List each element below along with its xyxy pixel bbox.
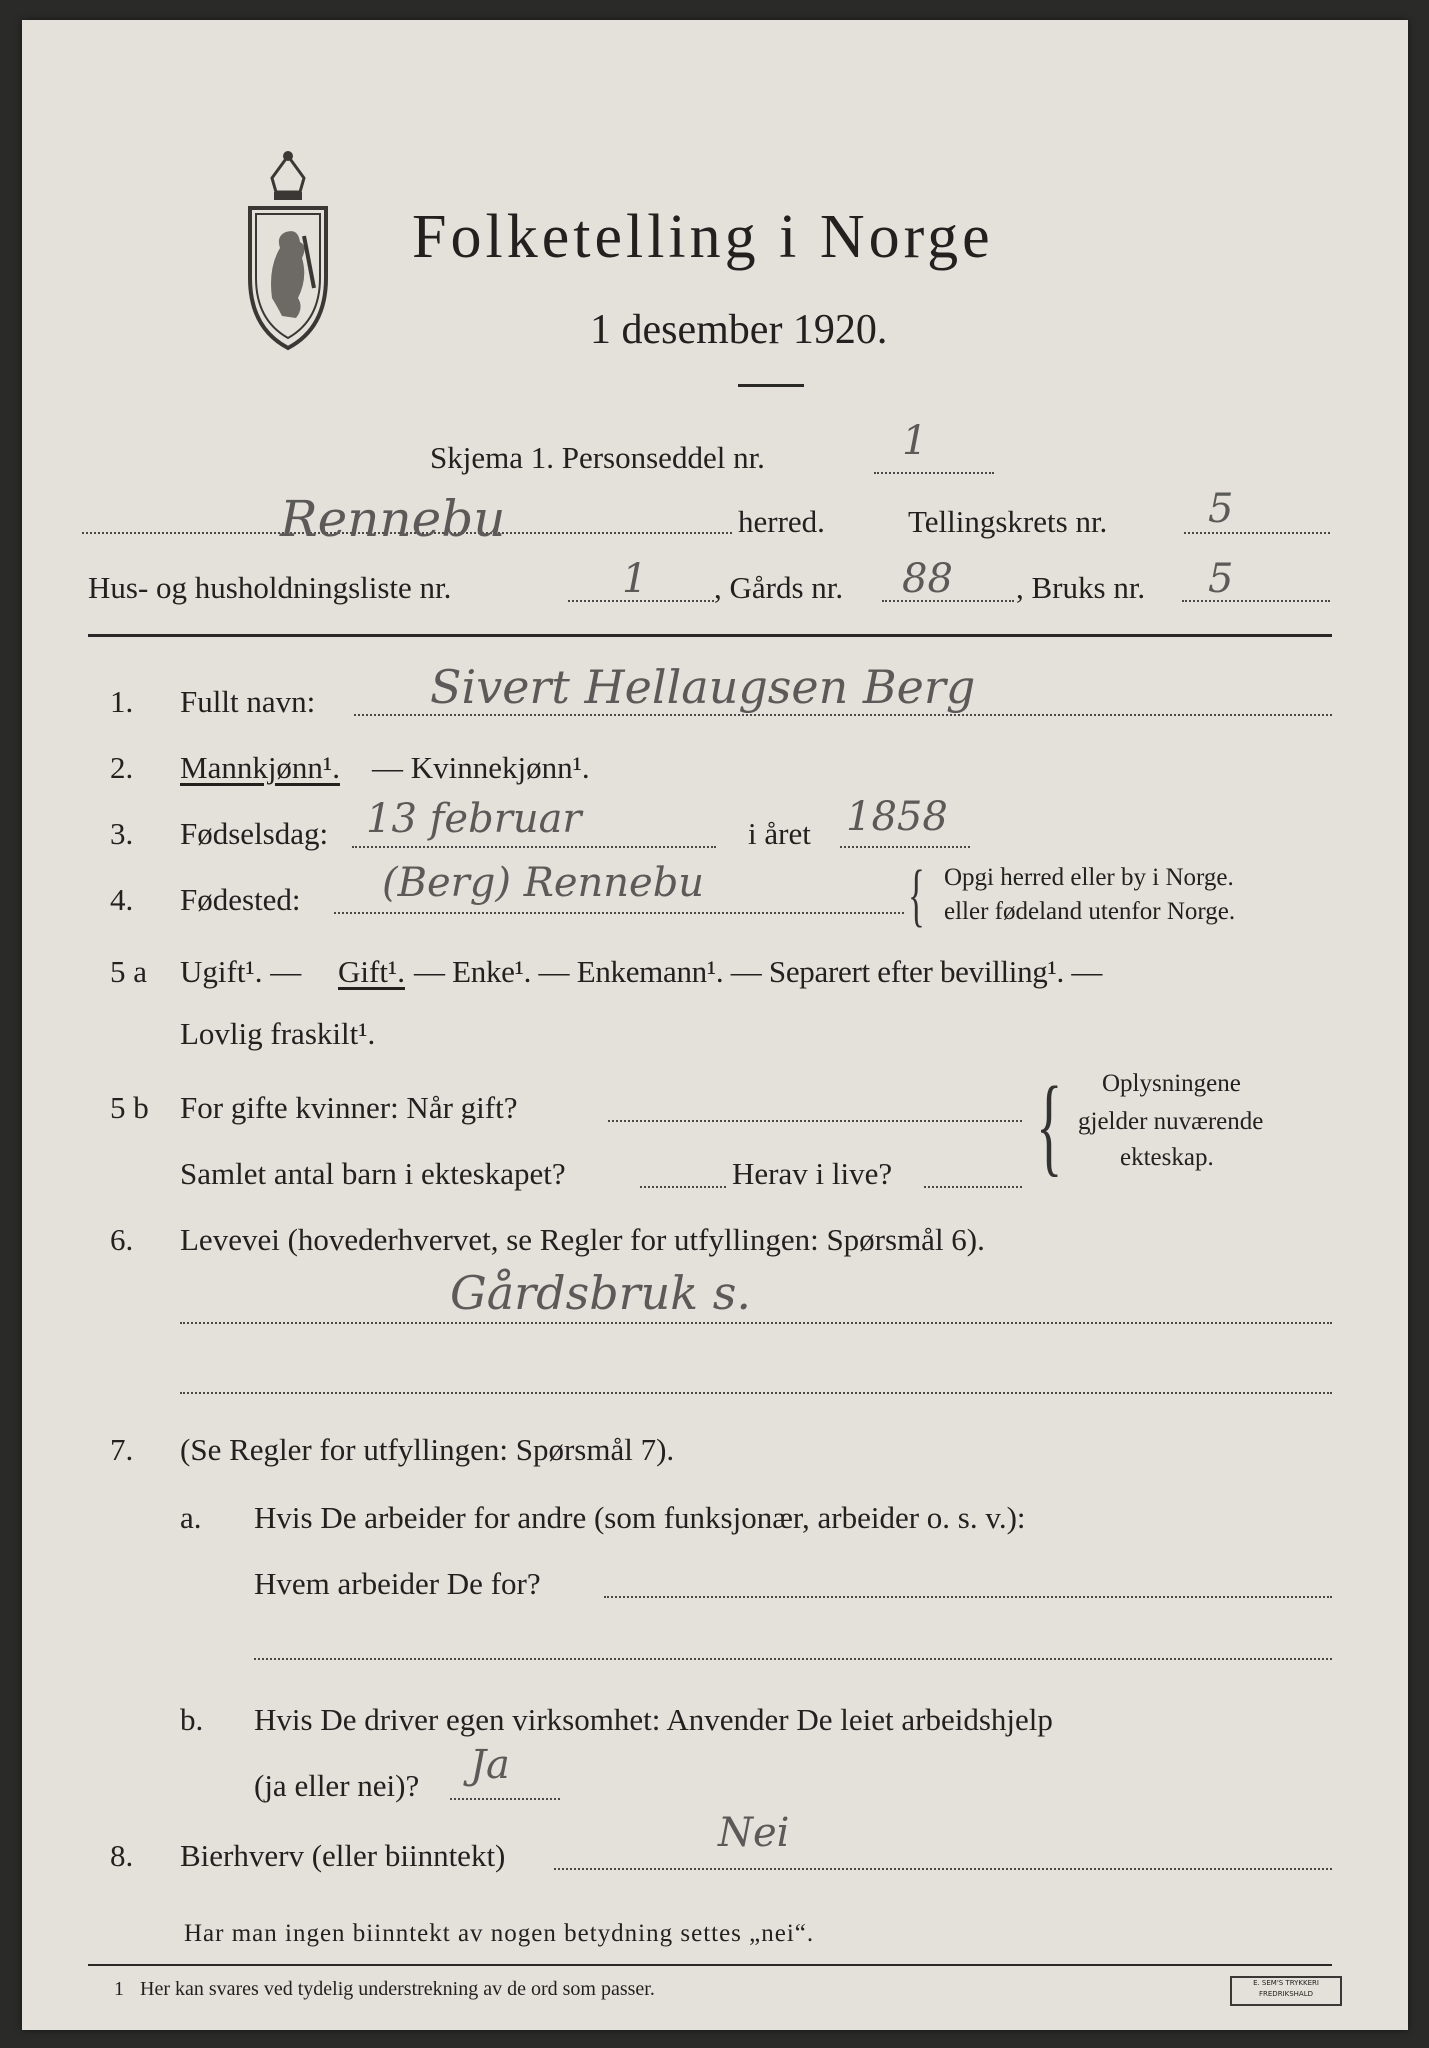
biinntekt-value[interactable]: Nei: [718, 1810, 790, 1856]
q7-number: 7.: [110, 1432, 134, 1467]
birth-date-value[interactable]: 13 februar: [366, 796, 582, 842]
gift-option[interactable]: Gift¹.: [338, 954, 405, 989]
footer-rule: [88, 1964, 1332, 1966]
form-title: Folketelling i Norge: [412, 203, 994, 271]
q4-note-line2: eller fødeland utenfor Norge.: [944, 898, 1236, 925]
q7b-text: Hvis De driver egen virksomhet: Anvender De leiet arbeidshjelp: [254, 1702, 1053, 1737]
footnote-mark: 1: [114, 1978, 124, 2000]
q7a-letter: a.: [180, 1500, 202, 1535]
mannkjonn-option[interactable]: Mannkjønn¹.: [180, 750, 340, 785]
q5b-number: 5 b: [110, 1090, 149, 1125]
birthplace-value[interactable]: (Berg) Rennebu: [382, 860, 705, 906]
ugift-option[interactable]: Ugift¹. —: [180, 954, 302, 989]
personseddel-number[interactable]: 1: [902, 418, 928, 464]
q7b-label: (ja eller nei)?: [254, 1768, 420, 1803]
barn-label: Samlet antal barn i ekteskapet?: [180, 1156, 566, 1191]
q6-label: Levevei (hovederhvervet, se Regler for utfyllingen: Spørsmål 6).: [180, 1222, 985, 1257]
q4-note-line1: Opgi herred eller by i Norge.: [944, 864, 1234, 891]
enke-separert-options[interactable]: — Enke¹. — Enkemann¹. — Separert efter bevilling¹. —: [414, 954, 1103, 989]
skjema-label: Skjema 1. Personseddel nr.: [430, 440, 765, 475]
printer-stamp: E. SEM'S TRYKKERI FREDRIKSHALD: [1230, 1976, 1342, 2006]
q4-brace: {: [908, 857, 925, 934]
q1-number: 1.: [110, 684, 134, 719]
bruks-value[interactable]: 5: [1208, 556, 1234, 602]
q8-number: 8.: [110, 1838, 134, 1873]
footnote-text: Her kan svares ved tydelig understrekning av de ord som passer.: [140, 1978, 655, 2000]
tellingskrets-value[interactable]: 5: [1208, 486, 1234, 532]
q3-label: Fødselsdag:: [180, 816, 329, 851]
q5b-note-line3: ekteskap.: [1120, 1144, 1214, 1171]
herred-value[interactable]: Rennebu: [280, 490, 506, 548]
q8-label: Bierhverv (eller biinntekt): [180, 1838, 506, 1873]
q5b-label: For gifte kvinner: Når gift?: [180, 1090, 518, 1125]
q7-label: (Se Regler for utfyllingen: Spørsmål 7).: [180, 1432, 675, 1467]
q5a-number: 5 a: [110, 954, 148, 989]
kvinnekjonn-option[interactable]: — Kvinnekjønn¹.: [372, 750, 590, 785]
biinntekt-note: Har man ingen biinntekt av nogen betydning settes „nei“.: [184, 1920, 815, 1947]
census-form-sheet: [22, 20, 1408, 2030]
occupation-value[interactable]: Gårdsbruk s.: [450, 1266, 751, 1320]
tellingskrets-label: Tellingskrets nr.: [908, 504, 1108, 539]
q5b-brace: {: [1036, 1064, 1063, 1186]
fraskilt-option[interactable]: Lovlig fraskilt¹.: [180, 1016, 376, 1051]
q7a-text: Hvis De arbeider for andre (som funksjonær, arbeider o. s. v.):: [254, 1500, 1026, 1535]
q1-label: Fullt navn:: [180, 684, 316, 719]
q6-number: 6.: [110, 1222, 134, 1257]
bruks-label: , Bruks nr.: [1016, 570, 1146, 605]
q7a-label: Hvem arbeider De for?: [254, 1566, 541, 1601]
year-label: i året: [748, 816, 811, 851]
census-date: 1 desember 1920.: [590, 307, 888, 353]
gards-label: , Gårds nr.: [714, 570, 844, 605]
birth-year-value[interactable]: 1858: [846, 794, 948, 840]
gards-value[interactable]: 88: [902, 556, 953, 602]
q5b-note-line2: gjelder nuværende: [1078, 1108, 1264, 1135]
q5b-note-line1: Oplysningene: [1102, 1070, 1241, 1097]
husholdningsliste-label: Hus- og husholdningsliste nr.: [88, 570, 452, 605]
title-divider: [738, 384, 804, 387]
herred-label: herred.: [738, 504, 825, 539]
full-name-value[interactable]: Sivert Hellaugsen Berg: [430, 660, 976, 714]
husholdningsliste-value[interactable]: 1: [622, 556, 648, 602]
q4-label: Fødested:: [180, 882, 301, 917]
q2-number: 2.: [110, 750, 134, 785]
coat-of-arms-icon: [242, 148, 334, 356]
q7b-letter: b.: [180, 1702, 204, 1737]
i-live-label: Herav i live?: [732, 1156, 893, 1191]
leiet-arbeidshjelp-value[interactable]: Ja: [470, 1742, 510, 1788]
q3-number: 3.: [110, 816, 134, 851]
header-rule: [88, 634, 1332, 637]
q4-number: 4.: [110, 882, 134, 917]
